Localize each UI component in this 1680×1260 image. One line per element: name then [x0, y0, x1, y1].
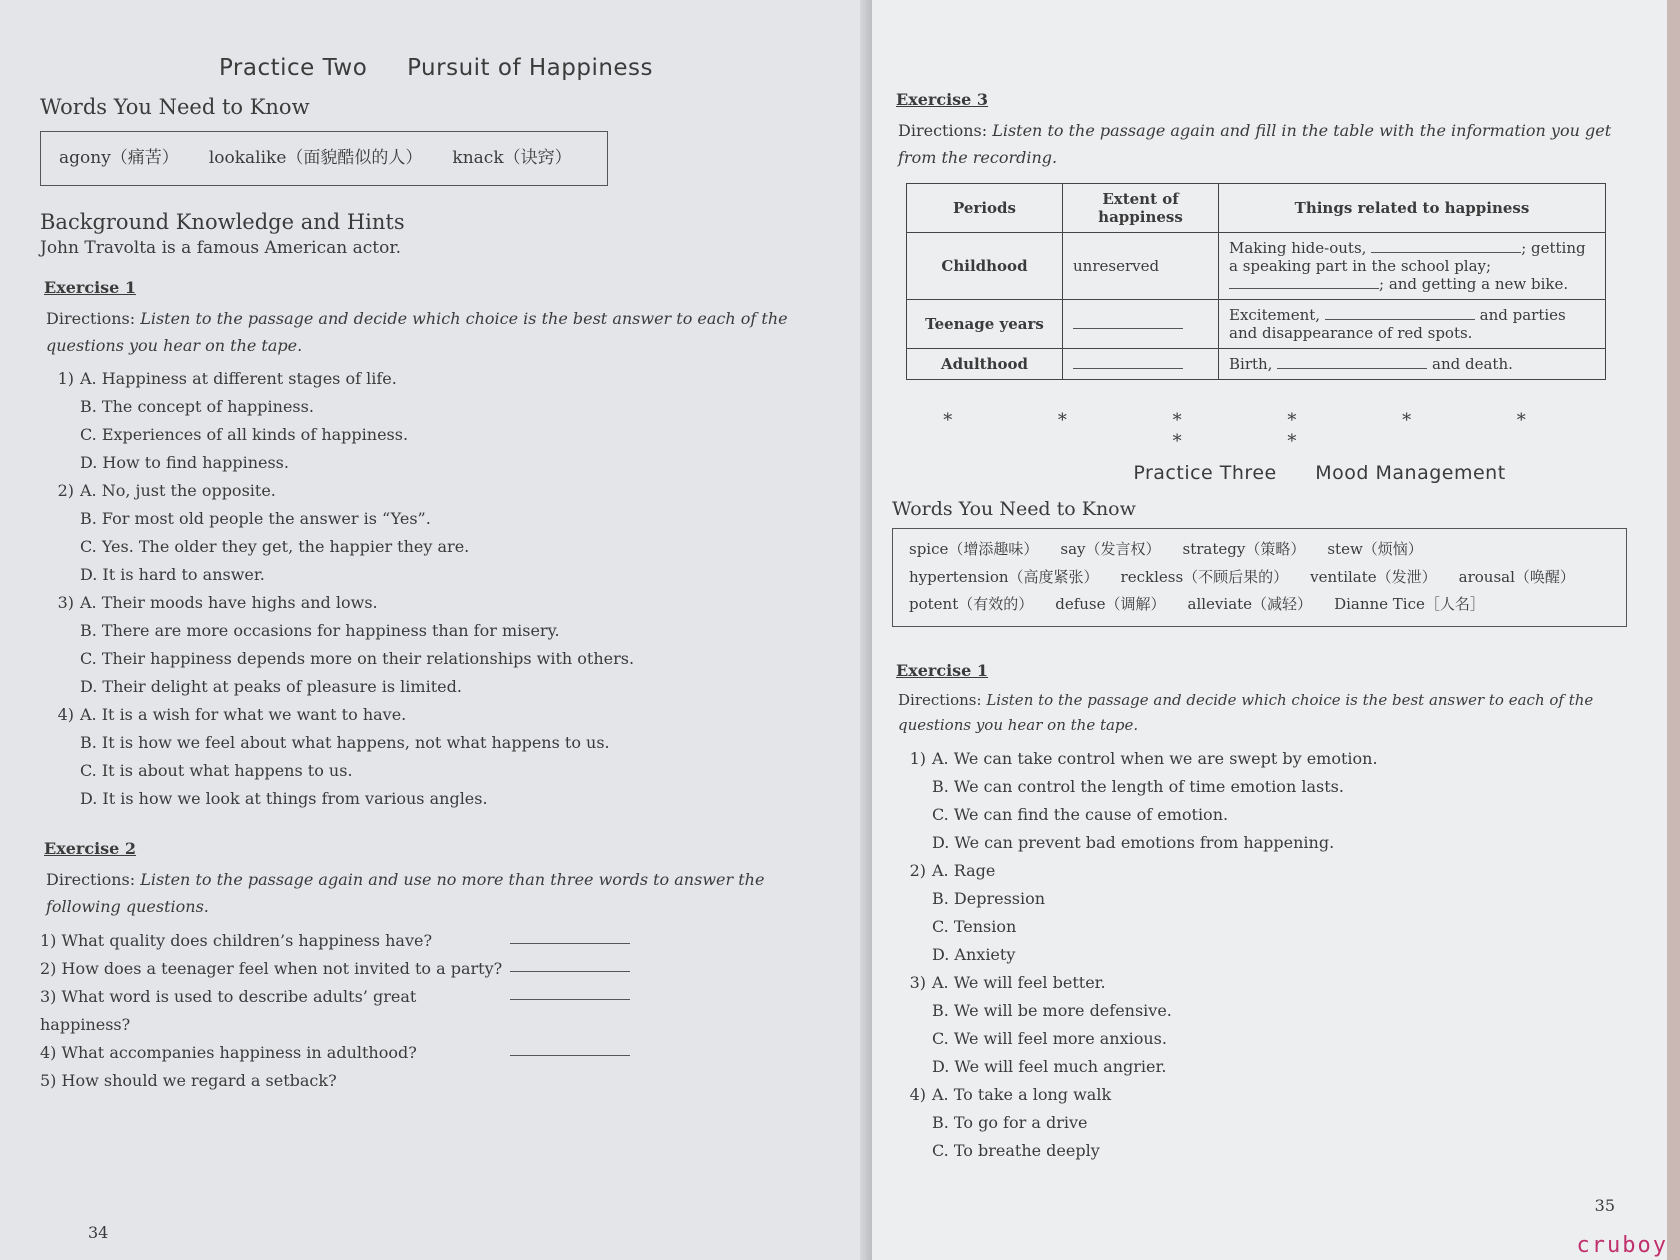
answer-option[interactable]: [40, 617, 832, 645]
answer-blank[interactable]: [510, 1039, 630, 1056]
cell-text: ; getting a speaking part in the school play;: [1229, 239, 1586, 276]
vocab-word: agony（痛苦）: [59, 148, 179, 168]
answer-option[interactable]: [40, 505, 832, 533]
option-text: B. To go for a drive: [932, 1112, 1088, 1132]
directions: [898, 117, 1627, 171]
option-text: B. The concept of happiness.: [80, 397, 314, 417]
things-cell: [1219, 233, 1606, 300]
vocab-word: say（发言权）: [1060, 540, 1161, 559]
answer-blank[interactable]: [510, 983, 630, 1000]
answer-option[interactable]: [40, 785, 832, 813]
table-header: Things related to happiness: [1219, 184, 1606, 233]
cell-text: and parties and disappearance of red spots.: [1229, 306, 1566, 343]
short-question: [40, 927, 832, 955]
directions-label: Directions:: [898, 121, 988, 140]
section-divider-stars: * * * * * * * *: [943, 410, 1576, 453]
vocab-word: Dianne Tice［人名］: [1334, 595, 1485, 614]
practice-three-title: [1012, 462, 1627, 484]
extent-cell: [1063, 349, 1219, 380]
option-text: D. How to find happiness.: [80, 453, 289, 473]
fill-blank[interactable]: [1371, 240, 1521, 253]
happiness-table: [906, 183, 1606, 380]
directions-text: Listen to the passage again and use no more than three words to answer the following questions.: [46, 870, 765, 917]
vocab-word: ventilate（发泄）: [1310, 567, 1437, 586]
page-number: 35: [1594, 1196, 1615, 1215]
exercise-title: Exercise 2: [44, 839, 137, 859]
short-answer-list: [40, 927, 832, 1095]
option-text: D. It is how we look at things from various angles.: [80, 789, 488, 809]
question-number: 4): [57, 705, 74, 725]
option-text: B. We can control the length of time emotion lasts.: [932, 776, 1344, 796]
table-header-row: [907, 184, 1606, 233]
option-text: C. Their happiness depends more on their relationships with others.: [80, 649, 635, 669]
directions-text: Listen to the passage again and fill in the table with the information you get from the recording.: [898, 121, 1612, 168]
directions: [898, 688, 1627, 739]
directions: [46, 305, 832, 359]
answer-option[interactable]: [892, 1137, 1627, 1165]
directions-label: Directions:: [898, 690, 982, 709]
exercise-title: Exercise 1: [44, 277, 137, 297]
answer-option[interactable]: [40, 757, 832, 785]
vocab-word: hypertension（高度紧张）: [909, 567, 1099, 586]
directions-label: Directions:: [46, 870, 136, 890]
option-text: B. We will be more defensive.: [932, 1000, 1172, 1020]
table-header: Periods: [907, 184, 1063, 233]
question-number: 2): [909, 860, 926, 880]
option-text: D. We can prevent bad emotions from happening.: [932, 832, 1335, 852]
option-text: B. There are more occasions for happiness than for misery.: [80, 621, 560, 641]
question-number: 4): [909, 1084, 926, 1104]
answer-option[interactable]: [40, 421, 832, 449]
answer-option[interactable]: [892, 801, 1627, 829]
answer-option[interactable]: [892, 997, 1627, 1025]
period-cell: Teenage years: [907, 300, 1063, 349]
answer-option[interactable]: [892, 1053, 1627, 1081]
words-heading: Words You Need to Know: [892, 498, 1136, 521]
answer-option[interactable]: [40, 477, 832, 505]
background-heading: Background Knowledge and Hints: [40, 209, 405, 234]
cell-text: and death.: [1432, 355, 1513, 374]
cell-text: ; and getting a new bike.: [1379, 275, 1569, 294]
question-number: 3): [909, 972, 926, 992]
short-question: [40, 1039, 832, 1067]
exercise-title: Exercise 1: [896, 660, 989, 680]
words-heading: Words You Need to Know: [40, 95, 310, 119]
option-text: A. Their moods have highs and lows.: [80, 593, 378, 613]
option-text: C. Yes. The older they get, the happier they are.: [80, 537, 470, 557]
cell-text: Making hide-outs,: [1229, 239, 1367, 258]
things-cell: [1219, 349, 1606, 380]
short-question: [40, 955, 832, 983]
question-text: 4) What accompanies happiness in adulthood?: [40, 1042, 417, 1062]
option-text: D. Their delight at peaks of pleasure is limited.: [80, 677, 462, 697]
answer-option[interactable]: [892, 1081, 1627, 1109]
answer-option[interactable]: [40, 533, 832, 561]
directions-text: Listen to the passage and decide which choice is the best answer to each of the questions you hear on the tape.: [898, 690, 1594, 735]
question-list: [40, 365, 832, 813]
practice-label: Practice Three: [1133, 462, 1277, 485]
directions-label: Directions:: [46, 308, 136, 328]
option-text: B. Depression: [932, 888, 1046, 908]
answer-option[interactable]: [892, 857, 1627, 885]
table-header: Extent of happiness: [1063, 184, 1219, 233]
option-text: B. For most old people the answer is “Yes”.: [80, 509, 431, 529]
option-text: A. We will feel better.: [932, 972, 1106, 992]
answer-option[interactable]: [892, 1109, 1627, 1137]
question-text: 3) What word is used to describe adults’ great happiness?: [40, 986, 417, 1034]
extent-cell: [1063, 300, 1219, 349]
answer-option[interactable]: [40, 589, 832, 617]
vocabulary-box: [892, 528, 1627, 627]
option-text: C. Experiences of all kinds of happiness.: [80, 425, 409, 445]
short-question: [40, 983, 832, 1039]
option-text: C. It is about what happens to us.: [80, 761, 353, 781]
directions: [46, 866, 832, 920]
page-number: 34: [88, 1223, 109, 1242]
vocab-word: stew（烦恼）: [1327, 540, 1423, 559]
question-number: 1): [57, 369, 74, 389]
vocab-word: potent（有效的）: [909, 595, 1034, 614]
cell-text: Birth,: [1229, 355, 1273, 374]
vocab-word: alleviate（减轻）: [1187, 595, 1313, 614]
answer-option[interactable]: [40, 729, 832, 757]
answer-option[interactable]: [892, 829, 1627, 857]
question-list: [892, 745, 1627, 1165]
fill-blank[interactable]: [1073, 356, 1183, 369]
fill-blank[interactable]: [1325, 307, 1475, 320]
answer-option[interactable]: [892, 773, 1627, 801]
question-text: 2) How does a teenager feel when not invited to a party?: [40, 958, 503, 978]
option-text: A. No, just the opposite.: [80, 481, 276, 501]
vocab-word: lookalike（面貌酷似的人）: [208, 148, 423, 168]
option-text: A. It is a wish for what we want to have.: [80, 705, 407, 725]
answer-option[interactable]: [40, 393, 832, 421]
option-text: A. We can take control when we are swept by emotion.: [932, 748, 1378, 768]
answer-option[interactable]: [892, 913, 1627, 941]
option-text: C. To breathe deeply: [932, 1140, 1100, 1160]
vocab-word: strategy（策略）: [1182, 540, 1306, 559]
answer-option[interactable]: [40, 701, 832, 729]
vocabulary-box: [40, 131, 608, 186]
option-text: C. We will feel more anxious.: [932, 1028, 1167, 1048]
answer-blank[interactable]: [510, 955, 630, 972]
option-text: A. Happiness at different stages of life.: [80, 369, 397, 389]
question-number: 2): [57, 481, 74, 501]
option-text: A. Rage: [932, 860, 996, 880]
question-text: 1) What quality does children’s happiness have?: [40, 930, 433, 950]
option-text: B. It is how we feel about what happens, not what happens to us.: [80, 733, 610, 753]
option-text: D. Anxiety: [932, 944, 1016, 964]
question-number: 3): [57, 593, 74, 613]
table-row: [907, 349, 1606, 380]
table-row: [907, 233, 1606, 300]
practice-subtitle: Pursuit of Happiness: [407, 55, 654, 81]
vocab-word: defuse（调解）: [1055, 595, 1166, 614]
answer-option[interactable]: [40, 645, 832, 673]
fill-blank[interactable]: [1277, 356, 1427, 369]
period-cell: Childhood: [907, 233, 1063, 300]
question-number: 1): [909, 748, 926, 768]
question-text: 5) How should we regard a setback?: [40, 1070, 337, 1090]
option-text: D. We will feel much angrier.: [932, 1056, 1167, 1076]
vocab-word: spice（增添趣味）: [909, 540, 1039, 559]
option-text: A. To take a long walk: [932, 1084, 1112, 1104]
option-text: C. We can find the cause of emotion.: [932, 804, 1229, 824]
cell-text: Excitement,: [1229, 306, 1321, 325]
fill-blank[interactable]: [1229, 276, 1379, 289]
fill-blank[interactable]: [1073, 316, 1183, 329]
short-question: [40, 1067, 832, 1095]
answer-option[interactable]: [40, 449, 832, 477]
option-text: D. It is hard to answer.: [80, 565, 265, 585]
table-row: [907, 300, 1606, 349]
answer-option[interactable]: [892, 885, 1627, 913]
background-text: John Travolta is a famous American actor.: [40, 237, 401, 258]
answer-option[interactable]: [40, 561, 832, 589]
extent-cell: unreserved: [1063, 233, 1219, 300]
answer-option[interactable]: [892, 1025, 1627, 1053]
answer-option[interactable]: [892, 745, 1627, 773]
directions-text: Listen to the passage and decide which choice is the best answer to each of the questions you hear on the tape.: [46, 308, 788, 356]
practice-two-title: [40, 55, 832, 81]
answer-option[interactable]: [40, 365, 832, 393]
option-text: C. Tension: [932, 916, 1017, 936]
right-page: [872, 0, 1667, 1260]
answer-option[interactable]: [892, 969, 1627, 997]
practice-subtitle: Mood Management: [1315, 462, 1506, 485]
vocab-word: arousal（唤醒）: [1458, 567, 1575, 586]
answer-blank[interactable]: [510, 927, 630, 944]
period-cell: Adulthood: [907, 349, 1063, 380]
exercise-title: Exercise 3: [896, 90, 989, 109]
practice-label: Practice Two: [218, 55, 368, 81]
things-cell: [1219, 300, 1606, 349]
watermark: cruboy: [1576, 1233, 1668, 1258]
answer-option[interactable]: [40, 673, 832, 701]
vocab-word: reckless（不顾后果的）: [1120, 567, 1289, 586]
vocab-word: knack（诀窍）: [452, 148, 572, 168]
answer-option[interactable]: [892, 941, 1627, 969]
